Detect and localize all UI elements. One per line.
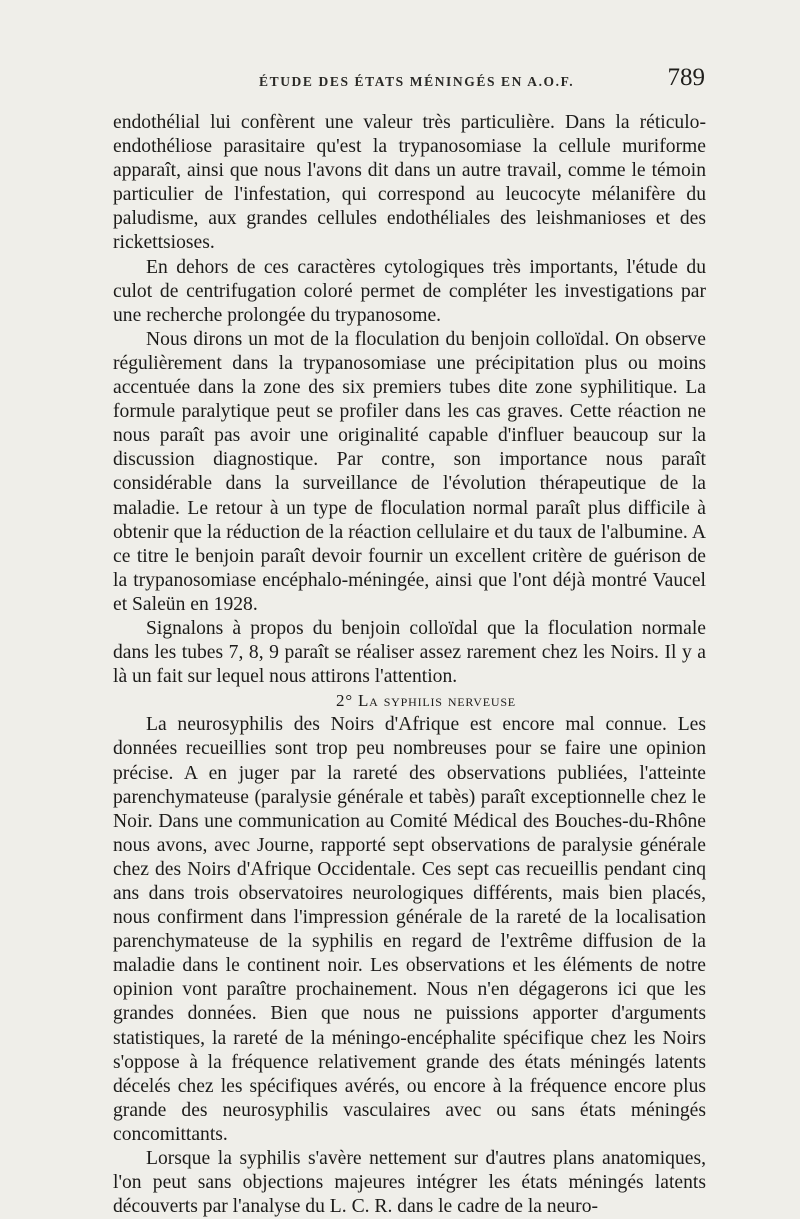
paragraph: Nous dirons un mot de la floculation du benjoin colloïdal. On observe régulièrement dans la trypanosomiase une précipitation plus ou moins accentuée dans la zone des six premiers tubes dite zone syphilitique. La formule paralytique peut se profiler dans les cas graves. Cette réaction ne nous paraît pas avoir une originalité capable d'influer beaucoup sur la discussion diagnostique. Par contre, son importance nous paraît considérable dans la surveillance de l'évolution thérapeutique de la maladie. Le retour à un type de floculation normal paraît plus difficile à obtenir que la réduction de la réaction cellulaire et du taux de l'albumine. A ce titre le benjoin paraît devoir fournir un excellent critère de guérison de la trypanosomiase encéphalo-méningée, ainsi que l'ont déjà montré Vaucel et Saleün en 1928.	[113, 328, 706, 615]
paragraph: Lorsque la syphilis s'avère nettement sur d'autres plans anatomiques, l'on peut sans objections majeures intégrer les états méningés latents découverts par l'analyse du L. C. R. dans le cadre de la neuro-	[113, 1148, 706, 1218]
body-text	[113, 111, 706, 1219]
section-heading: 2° La syphilis nerveuse	[336, 691, 516, 711]
running-title: ÉTUDE DES ÉTATS MÉNINGÉS EN A.O.F.	[259, 74, 575, 89]
paragraph: Signalons à propos du benjoin colloïdal que la floculation normale dans les tubes 7, 8, 9 paraît se réaliser assez rarement chez les Noirs. Il y a là un fait sur lequel nous attirons l'attention.	[113, 617, 706, 688]
paragraph: En dehors de ces caractères cytologiques très importants, l'étude du culot de centrifugation coloré permet de compléter les investigations par une recherche prolongée du trypanosome.	[113, 256, 706, 326]
page-number: 789	[667, 64, 705, 91]
paragraph: La neurosyphilis des Noirs d'Afrique est encore mal connue. Les données recueillies sont trop peu nombreuses pour se faire une opinion précise. A en juger par la rareté des observations publiées, l'atteinte parenchymateuse (paralysie générale et tabès) paraît exceptionnelle chez le Noir. Dans une communication au Comité Médical des Bouches-du-Rhône nous avons, avec Journe, rapporté sept observations de paralysie générale chez des Noirs d'Afrique Occidentale. Ces sept cas recueillis pendant cinq ans dans trois observatoires neurologiques différents, mais bien placés, nous confirment dans l'impression générale de la rareté de la localisation parenchymateuse de la syphilis en regard de l'extrême diffusion de la maladie dans le continent noir. Les observations et les éléments de notre opinion vont paraître prochainement. Nous n'en dégagerons ici que les grandes données. Bien que nous ne puissions apporter d'arguments statistiques, la rareté de la méningo-encéphalite spécifique chez les Noirs s'oppose à la fréquence relativement grande des états méningés latents décelés chez les spécifiques avérés, ou encore à la fréquence encore plus grande des neurosyphilis vasculaires avec ou sans états méningés concomittants.	[113, 714, 706, 1145]
paragraph: endothélial lui confèrent une valeur très particulière. Dans la réticulo-endothéliose parasitaire qu'est la trypanosomiase la cellule muriforme apparaît, ainsi que nous l'avons dit dans un autre travail, comme le témoin particulier de l'infestation, qui correspond au leucocyte mélanifère du paludisme, aux grandes cellules endothéliales des leishmanioses et des rickettsioses.	[113, 112, 706, 254]
